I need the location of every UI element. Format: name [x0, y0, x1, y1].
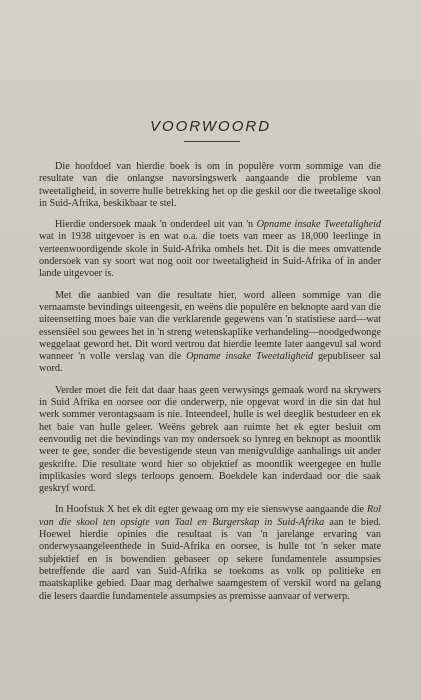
text-run: Die hoofdoel van hierdie boek is om in populêre vorm sommige van die resultate van die onlangse navorsingswerk aangaande die probleme van tweetaligheid, in soverre hulle betrekking het op die geskil oor die tweetalige skool in Suid-Afrika, beskikbaar te stel. — [39, 161, 381, 209]
text-run: wat in 1938 uitgevoer is en wat o.a. die toets van meer as 18,000 leerlinge in verteenwoordigende skole in Suid-Afrika omhels het. Dit is die mees omvattende ondersoek van sy soort wat nog ooit oor tweetaligheid in Suid-Afrika of in ander lande uitgevoer is. — [39, 231, 381, 280]
text-run: In Hoofstuk X het ek dit egter gewaag om my eie sienswyse aangaande die — [55, 504, 367, 516]
paragraph-3 — [39, 290, 381, 376]
paragraph-5 — [39, 504, 381, 602]
text-run: gepubliseer sal word. — [39, 351, 381, 375]
paragraph-4 — [39, 385, 381, 496]
italic-title-run: Rol van die skool ten opsigte van Taal en Burgerskap in Suid-Afrika — [39, 504, 381, 528]
italic-title-run: Opname insake Tweetaligheid — [256, 219, 381, 231]
text-run: Hierdie ondersoek maak 'n onderdeel uit van 'n — [55, 219, 257, 231]
document-body — [39, 161, 381, 612]
text-run: aan te bied. Hoewel hierdie opinies die resultaat is van 'n jarelange ervaring van onderwysaangeleenthede in Suid-Afrika en oorsee, is hulle tot 'n seker mate subjektief en is bowendien gebaseer op sekere fundamentele assumpsies betreffende die aard van Suid-Afrika se toekoms as volk op politieke en maatskaplike gebied. Daar mag derhalwe saamgestem of verskil word na gelang die lesers daardie fundamentele assumpsies as premisse aanvaar of verwerp. — [39, 516, 382, 602]
heading-underline — [184, 141, 240, 142]
paragraph-1 — [39, 161, 381, 210]
paragraph-2 — [39, 219, 381, 280]
italic-title-run: Opname insake Tweetaligheid — [186, 351, 314, 363]
text-run: Met die aanbied van die resultate hier, word alleen sommige van die vernaamste bevindings uiteengesit, en weëns die populêre en beknopte aard van die uiteensetting moes baie van die verklarende gegewens van 'n statistiese aard—wat essensiëel sou gewees het in 'n streng wetenskaplike verhandeling—noodgedwonge weggelaat geword het. Dit word vertrou dat hierdie leemte later aangevul sal word wanneer 'n volle verslag van die — [39, 289, 381, 363]
text-run: Verder moet die feit dat daar haas geen verwysings gemaak word na skrywers in Suid Afrika en oorsee oor die onderwerp, nie opgevat word in die sin dat hul werk sommer verontagsaam is nie. Inteendeel, hulle is wel deeglik bestudeer en ek het baie van hulle geleer. Weëns gebrek aan ruimte het ek egter besluit om eenvoudig net die bevindings van my ondersoek so lynreg en beknopt as moontlik weer te gee, sonder die bevestigende steun van menigvuldige aanhalings uit ander geskrifte. Die resultate word hier so objektief as moontlik weergegee en hulle implikasies word slegs terloops genoem. Boekdele kan inderdaad oor die saak geskryf word. — [39, 384, 381, 495]
page-heading: VOORWOORD — [149, 118, 272, 135]
